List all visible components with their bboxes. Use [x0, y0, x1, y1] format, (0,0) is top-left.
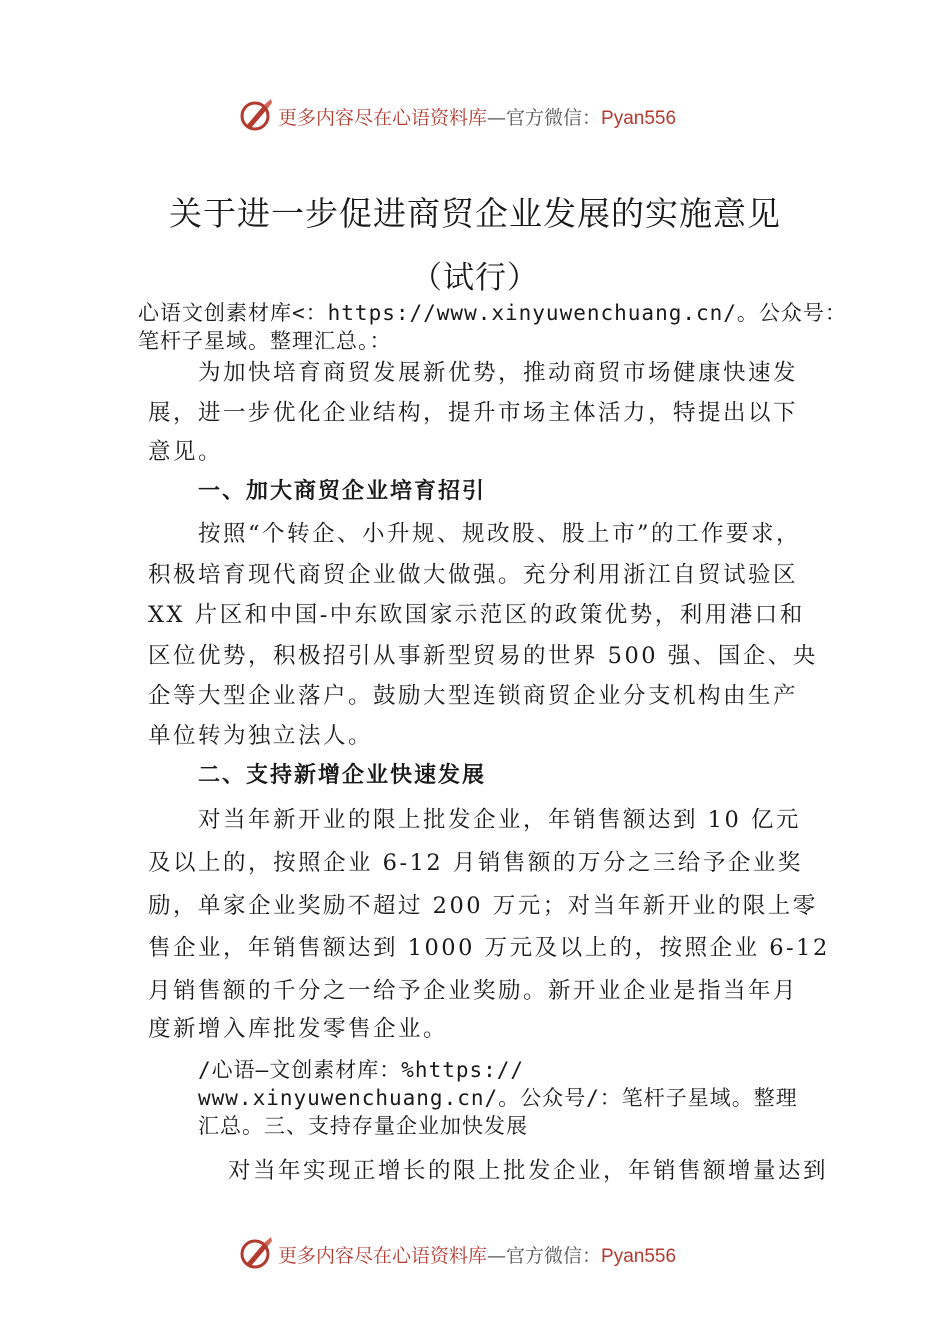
page-title: 关于进一步促进商贸企业发展的实施意见: [169, 194, 781, 233]
body-line: 区位优势，积极招引从事新型贸易的世界 500 强、国企、央: [148, 643, 818, 669]
watermark-line: www.xinyuwenchuang.cn/。公众号/：笔杆子星域。整理: [198, 1086, 798, 1110]
watermark-line: /心语—文创素材库：%https://: [198, 1058, 525, 1082]
body-line: 按照“个转企、小升规、规改股、股上市”的工作要求，: [198, 521, 802, 547]
banner-text: [278, 1241, 676, 1268]
body-line: 度新增入库批发零售企业。: [148, 1016, 449, 1042]
watermark-line: 笔杆子星域。整理汇总。：: [138, 329, 392, 353]
banner-text-brand: 更多内容尽在心语资料库: [278, 1245, 488, 1267]
intro-line: 意见。: [148, 439, 224, 465]
body-line: 售企业，年销售额达到 1000 万元及以上的，按照企业 6-12: [148, 935, 830, 961]
banner-text-wechat: —官方微信：: [487, 1245, 602, 1267]
banner-text-brand: 更多内容尽在心语资料库: [278, 107, 488, 129]
page-subtitle: （试行）: [411, 260, 539, 296]
body-line: XX 片区和中国-中东欧国家示范区的政策优势，利用港口和: [148, 602, 805, 628]
section-heading: 一、加大商贸企业培育招引: [198, 479, 487, 504]
section-heading: 二、支持新增企业快速发展: [198, 763, 487, 788]
pen-logo-icon: [238, 97, 274, 133]
pen-logo-icon: [238, 1235, 274, 1271]
body-line: 对当年实现正增长的限上批发企业，年销售额增量达到: [228, 1158, 829, 1184]
intro-line: 展，进一步优化企业结构，提升市场主体活力，特提出以下: [148, 400, 799, 426]
body-line: 月销售额的千分之一给予企业奖励。新开业企业是指当年月: [148, 978, 799, 1004]
watermark-line: 心语文创素材库<：https://www.xinyuwenchuang.cn/。公众号：: [138, 301, 847, 325]
body-line: 积极培育现代商贸企业做大做强。充分利用浙江自贸试验区: [148, 562, 799, 588]
footer-banner: [0, 1233, 950, 1273]
body-line: 对当年新开业的限上批发企业，年销售额达到 10 亿元: [198, 807, 801, 833]
body-line: 单位转为独立法人。: [148, 723, 374, 749]
body-line: 及以上的，按照企业 6-12 月销售额的万分之三给予企业奖: [148, 850, 803, 876]
intro-line: 为加快培育商贸发展新优势，推动商贸市场健康快速发: [198, 360, 799, 386]
banner-text-wechat: —官方微信：: [487, 107, 602, 129]
banner-text: [278, 103, 676, 130]
body-line: 企等大型企业落户。鼓励大型连锁商贸企业分支机构由生产: [148, 683, 799, 709]
banner-text-id: Pyan556: [601, 1246, 677, 1267]
body-line: 励，单家企业奖励不超过 200 万元；对当年新开业的限上零: [148, 893, 818, 919]
watermark-line: 汇总。三、支持存量企业加快发展: [198, 1114, 528, 1138]
header-banner: [0, 95, 950, 135]
banner-text-id: Pyan556: [601, 108, 677, 129]
